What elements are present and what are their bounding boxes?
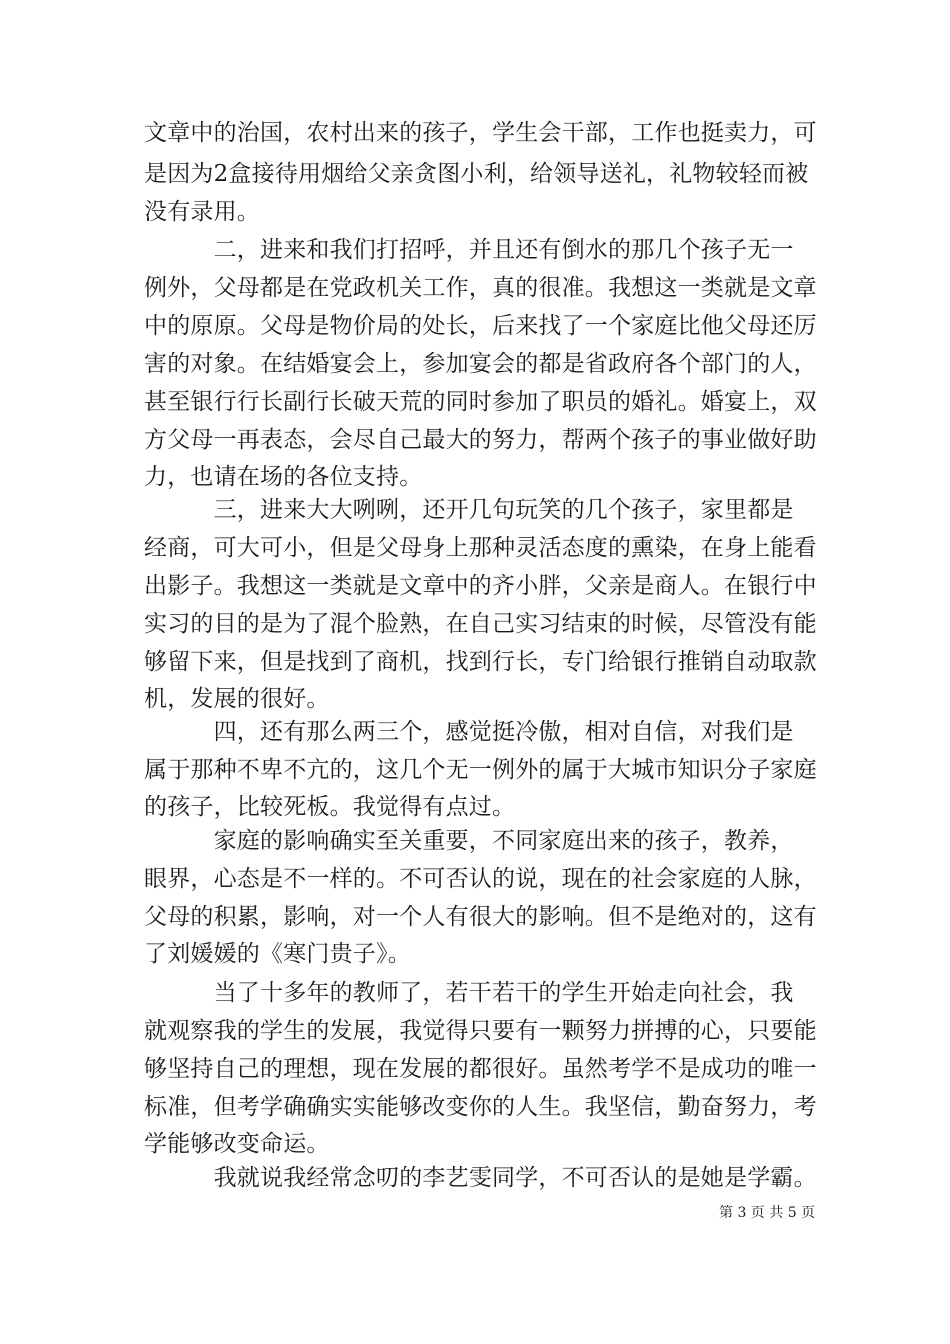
text-line: 方父母一再表态，会尽自己最大的努力，帮两个孩子的事业做好助 xyxy=(144,427,817,453)
text-line: 是因为2盒接待用烟给父亲贪图小利，给领导送礼，礼物较轻而被 xyxy=(144,161,809,187)
text-line: 当了十多年的教师了，若干若干的学生开始走向社会，我 xyxy=(144,980,794,1006)
text-line: 中的原原。父母是物价局的处长，后来找了一个家庭比他父母还厉 xyxy=(144,313,817,339)
text-line: 家庭的影响确实至关重要，不同家庭出来的孩子，教养， xyxy=(144,828,794,854)
text-line: 二，进来和我们打招呼，并且还有倒水的那几个孩子无一 xyxy=(144,237,794,263)
text-line: 就观察我的学生的发展，我觉得只要有一颗努力拼搏的心，只要能 xyxy=(144,1018,817,1044)
text-line: 标准，但考学确确实实能够改变你的人生。我坚信，勤奋努力，考 xyxy=(144,1094,817,1120)
text-line: 够留下来，但是找到了商机，找到行长，专门给银行推销自动取款 xyxy=(144,649,817,675)
text-line: 学能够改变命运。 xyxy=(144,1131,330,1157)
text-line: 三，进来大大咧咧，还开几句玩笑的几个孩子，家里都是 xyxy=(144,497,794,523)
text-line: 我就说我经常念叨的李艺雯同学，不可否认的是她是学霸。 xyxy=(144,1165,817,1191)
text-line: 机，发展的很好。 xyxy=(144,686,330,712)
text-line: 出影子。我想这一类就是文章中的齐小胖，父亲是商人。在银行中 xyxy=(144,573,817,599)
text-line: 甚至银行行长副行长破天荒的同时参加了职员的婚礼。婚宴上，双 xyxy=(144,389,817,415)
text-line: 力，也请在场的各位支持。 xyxy=(144,464,423,490)
text-line: 了刘媛媛的《寒门贵子》。 xyxy=(144,941,411,967)
text-line: 四，还有那么两三个，感觉挺冷傲，相对自信，对我们是 xyxy=(144,719,794,745)
text-line: 属于那种不卑不亢的，这几个无一例外的属于大城市知识分子家庭 xyxy=(144,757,817,783)
text-line: 父母的积累，影响，对一个人有很大的影响。但不是绝对的，这有 xyxy=(144,904,817,930)
text-line: 例外，父母都是在党政机关工作，真的很准。我想这一类就是文章 xyxy=(144,275,817,301)
text-line: 没有录用。 xyxy=(144,199,260,225)
text-line: 眼界，心态是不一样的。不可否认的说，现在的社会家庭的人脉， xyxy=(144,866,817,892)
text-line: 的孩子，比较死板。我觉得有点过。 xyxy=(144,794,516,820)
text-line: 文章中的治国，农村出来的孩子，学生会干部，工作也挺卖力，可 xyxy=(144,120,817,146)
page-number-footer: 第 3 页 共 5 页 xyxy=(719,1205,816,1221)
text-line: 够坚持自己的理想，现在发展的都很好。虽然考学不是成功的唯一 xyxy=(144,1056,817,1082)
text-line: 实习的目的是为了混个脸熟，在自己实习结束的时候，尽管没有能 xyxy=(144,611,817,637)
text-line: 经商，可大可小，但是父母身上那种灵活态度的熏染，在身上能看 xyxy=(144,535,817,561)
text-line: 害的对象。在结婚宴会上，参加宴会的都是省政府各个部门的人， xyxy=(144,351,817,377)
